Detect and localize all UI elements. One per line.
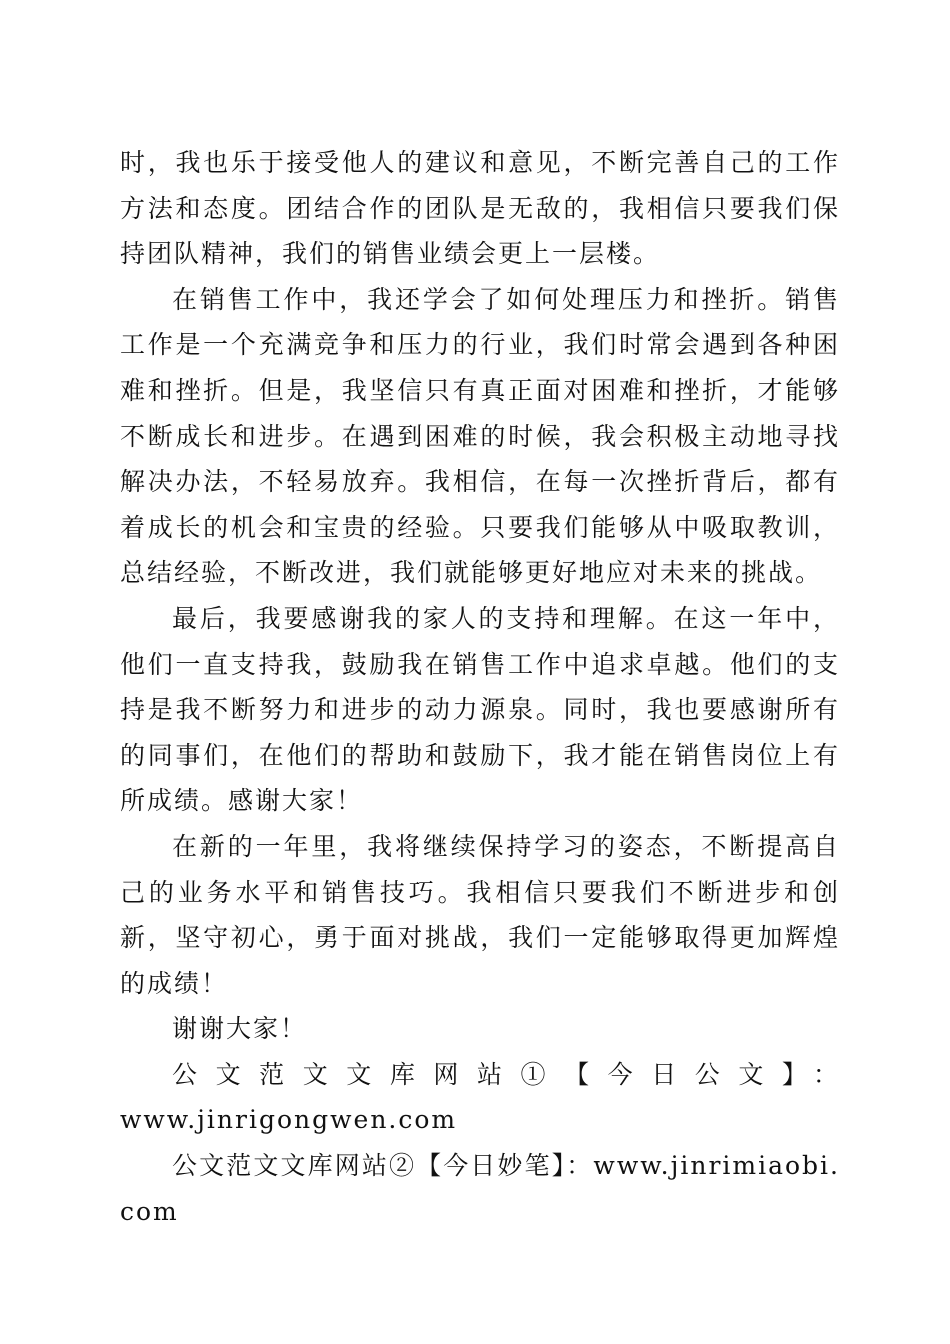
footer-site1-label: 公文范文文库网站①【今日公文】： (172, 1059, 840, 1089)
paragraph-pressure: 在销售工作中，我还学会了如何处理压力和挫折。销售工作是一个充满竞争和压力的行业，我们时常会遇到各种困难和挫折。但是，我坚信只有真正面对困难和挫折，才能够不断成长和进步。在遇到困难的时候，我会积极主动地寻找解决办法，不轻易放弃。我相信，在每一次挫折背后，都有着成长的机会和宝贵的经验。只要我们能够从中吸取教训，总结经验，不断改进，我们就能够更好地应对未来的挑战。 (120, 284, 840, 588)
footer-site2-label: 公文范文文库网站②【今日妙笔】： (172, 1151, 594, 1181)
footer-site2-url: www.jinrimiaobi.com (120, 1151, 840, 1226)
footer-site2-line (120, 1143, 840, 1234)
footer-site1-url: www.jinrigongwen.com (120, 1105, 458, 1135)
paragraph-new-year: 在新的一年里，我将继续保持学习的姿态，不断提高自己的业务水平和销售技巧。我相信只要我们不断进步和创新，坚守初心，勇于面对挑战，我们一定能够取得更加辉煌的成绩！ (120, 831, 840, 998)
paragraph-teamwork: 时，我也乐于接受他人的建议和意见，不断完善自己的工作方法和态度。团结合作的团队是无敌的，我相信只要我们保持团队精神，我们的销售业绩会更上一层楼。 (120, 148, 840, 269)
paragraph-closing: 谢谢大家！ (172, 1014, 308, 1044)
document-page (120, 140, 840, 1234)
paragraph-thanks: 最后，我要感谢我的家人的支持和理解。在这一年中，他们一直支持我，鼓励我在销售工作中追求卓越。他们的支持是我不断努力和进步的动力源泉。同时，我也要感谢所有的同事们，在他们的帮助和鼓励下，我才能在销售岗位上有所成绩。感谢大家！ (120, 603, 840, 816)
